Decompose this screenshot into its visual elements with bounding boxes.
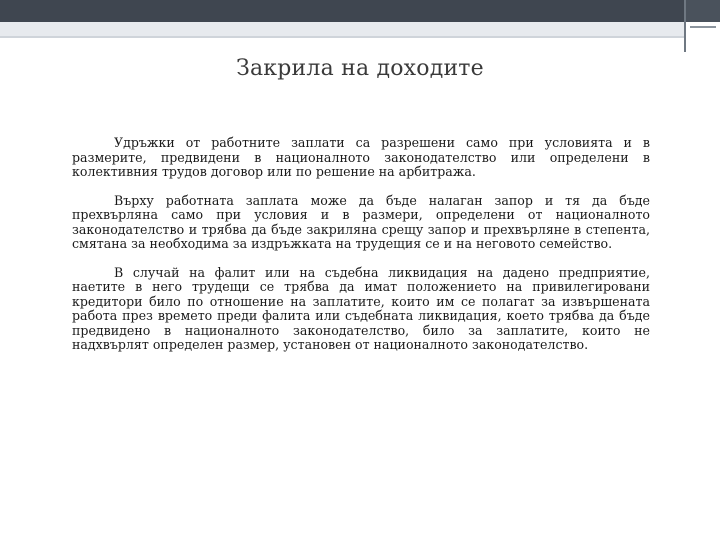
slide-body bbox=[72, 136, 650, 353]
slide-corner-decoration bbox=[684, 0, 720, 52]
slide-title: Закрила на доходите bbox=[236, 56, 484, 81]
slide-header-divider bbox=[0, 36, 720, 38]
paragraph-deductions: Удръжки от работните заплати са разрешени само при условията и в размерите, предвидени в националното законодателство или определени в колективния трудов договор или по решение на арбитража. bbox=[72, 135, 650, 179]
slide-header-accent bbox=[0, 22, 720, 36]
paragraph-garnishment: Върху работната заплата може да бъде налаган запор и тя да бъде прехвърляна само при условия и в размери, определени от националното законодателство и трябва да бъде закриляна срещу запор и прехвърляне в степента, смятана за необходима за издръжката на трудещия се и на неговото семейство. bbox=[72, 192, 650, 251]
slide-header-bar bbox=[0, 0, 720, 22]
paragraph-bankruptcy: В случай на фалит или на съдебна ликвидация на дадено предприятие, наетите в него трудещи се трябва да имат положението на привилегировани кредитори било по отношение на заплатите, които им се полагат за извършената работа през времето преди фалита или съдебната ликвидация, което трябва да бъде предвидено в националното законодателство, било за заплатите, които не надхвърлят определен размер, установен от националното законодателство. bbox=[72, 264, 650, 352]
